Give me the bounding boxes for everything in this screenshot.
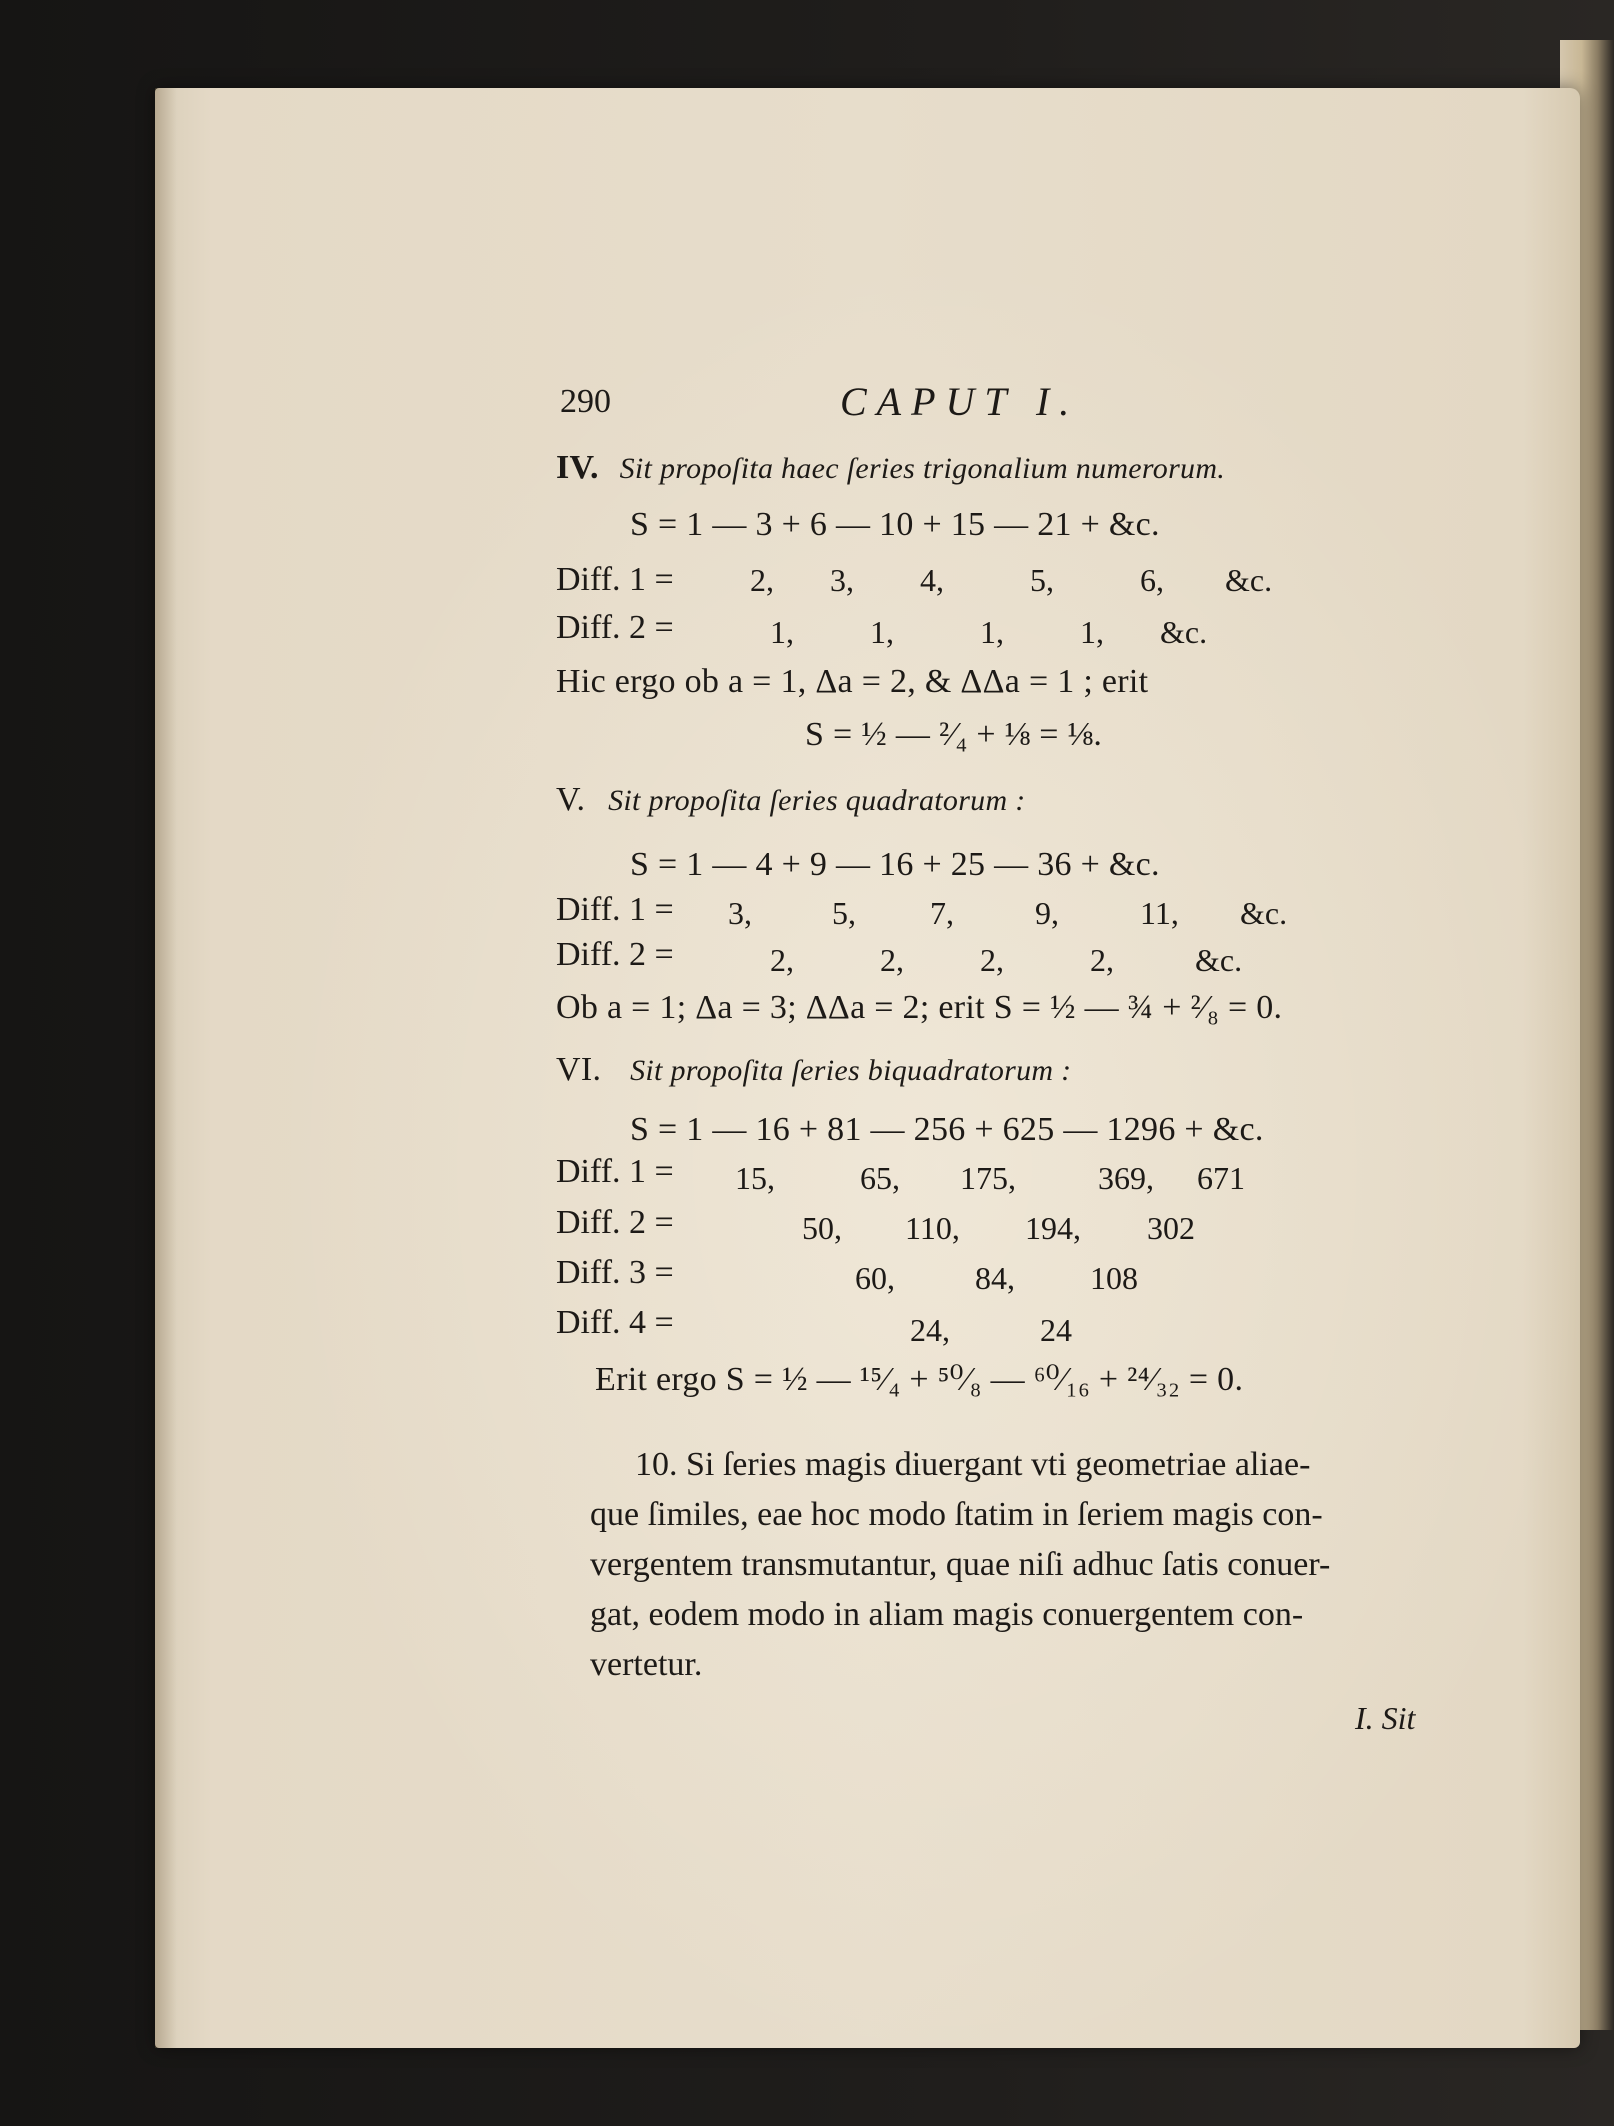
diff-cell: 5, [1030, 562, 1054, 598]
diff-cell: 60, [855, 1260, 895, 1296]
diff-cell: 24, [910, 1312, 950, 1348]
diff-cell: 1, [1080, 614, 1104, 650]
hic-ergo-line: Hic ergo ob a = 1, Δa = 2, & ΔΔa = 1 ; erit [556, 663, 1149, 700]
ob-line: Ob a = 1; Δa = 3; ΔΔa = 2; erit S = ½ — ¾ + ²⁄₈ = 0. [556, 989, 1283, 1026]
diff-cell: 110, [905, 1210, 960, 1246]
section-heading-text: Sit propoſita ſeries quadratorum : [608, 784, 1026, 817]
diff-label: Diff. 1 = [556, 891, 674, 928]
diff-cell: 9, [1035, 895, 1059, 931]
paragraph-line: vertetur. [590, 1646, 703, 1683]
diff-cell: 24 [1040, 1312, 1072, 1348]
diff-cell: 2, [880, 942, 904, 978]
diff-cell: 1, [870, 614, 894, 650]
diff-cell: &c. [1240, 895, 1288, 931]
diff-cell: 3, [830, 562, 854, 598]
catchword: I. Sit [1355, 1700, 1416, 1736]
diff-cell: &c. [1160, 614, 1208, 650]
diff-cell: &c. [1225, 562, 1273, 598]
section-heading-text: Sit propoſita ſeries biquadratorum : [630, 1054, 1072, 1087]
result-equation: S = ½ — ²⁄₄ + ⅛ = ⅛. [805, 716, 1103, 753]
diff-cell: 175, [960, 1160, 1016, 1196]
series-equation: S = 1 — 3 + 6 — 10 + 15 — 21 + &c. [630, 506, 1160, 543]
series-equation: S = 1 — 16 + 81 — 256 + 625 — 1296 + &c. [630, 1111, 1264, 1148]
diff-cell: 5, [832, 895, 856, 931]
section-v-heading [556, 780, 1026, 821]
section-heading-text: Sit propoſita haec ſeries trigonalium numerorum. [619, 452, 1226, 485]
paragraph-line: 10. Si ſeries magis diuergant vti geometriae aliae- [635, 1446, 1311, 1483]
diff-cell: &c. [1195, 942, 1243, 978]
diff-cell: 84, [975, 1260, 1015, 1296]
page-number: 290 [560, 383, 611, 420]
section-number: IV. [556, 449, 599, 486]
running-title: CAPUT I. [840, 379, 1080, 424]
diff-label: Diff. 2 = [556, 609, 674, 646]
diff-cell: 1, [770, 614, 794, 650]
diff-label: Diff. 2 = [556, 1204, 674, 1241]
section-vi-heading [556, 1050, 1071, 1091]
section-number: VI. [556, 1051, 602, 1088]
diff-label: Diff. 2 = [556, 936, 674, 973]
result-equation: Erit ergo S = ½ — ¹⁵⁄₄ + ⁵⁰⁄₈ — ⁶⁰⁄₁₆ + ²⁴⁄₃₂ = 0. [595, 1361, 1244, 1398]
diff-cell: 7, [930, 895, 954, 931]
diff-cell: 1, [980, 614, 1004, 650]
diff-cell: 2, [750, 562, 774, 598]
diff-cell: 3, [728, 895, 752, 931]
paragraph-line: gat, eodem modo in aliam magis conuergentem con- [590, 1596, 1304, 1633]
diff-cell: 671 [1197, 1160, 1245, 1196]
diff-cell: 302 [1147, 1210, 1195, 1246]
diff-cell: 2, [980, 942, 1004, 978]
diff-cell: 65, [860, 1160, 900, 1196]
diff-cell: 2, [1090, 942, 1114, 978]
section-iv-heading [556, 448, 1225, 489]
diff-cell: 2, [770, 942, 794, 978]
paragraph-10 [590, 1440, 1440, 1690]
diff-cell: 6, [1140, 562, 1164, 598]
diff-cell: 50, [802, 1210, 842, 1246]
diff-cell: 369, [1098, 1160, 1154, 1196]
diff-cell: 194, [1025, 1210, 1081, 1246]
section-number: V. [556, 781, 586, 818]
paragraph-line: que ſimiles, eae hoc modo ſtatim in ſeriem magis con- [590, 1496, 1323, 1533]
diff-label: Diff. 4 = [556, 1304, 674, 1341]
diff-cell: 4, [920, 562, 944, 598]
gutter-shade [155, 88, 177, 2048]
diff-cell: 108 [1090, 1260, 1138, 1296]
diff-label: Diff. 1 = [556, 561, 674, 598]
paragraph-line: vergentem transmutantur, quae niſi adhuc ſatis conuer- [590, 1546, 1331, 1583]
diff-cell: 15, [735, 1160, 775, 1196]
diff-label: Diff. 1 = [556, 1153, 674, 1190]
diff-cell: 11, [1140, 895, 1179, 931]
diff-label: Diff. 3 = [556, 1254, 674, 1291]
series-equation: S = 1 — 4 + 9 — 16 + 25 — 36 + &c. [630, 846, 1160, 883]
